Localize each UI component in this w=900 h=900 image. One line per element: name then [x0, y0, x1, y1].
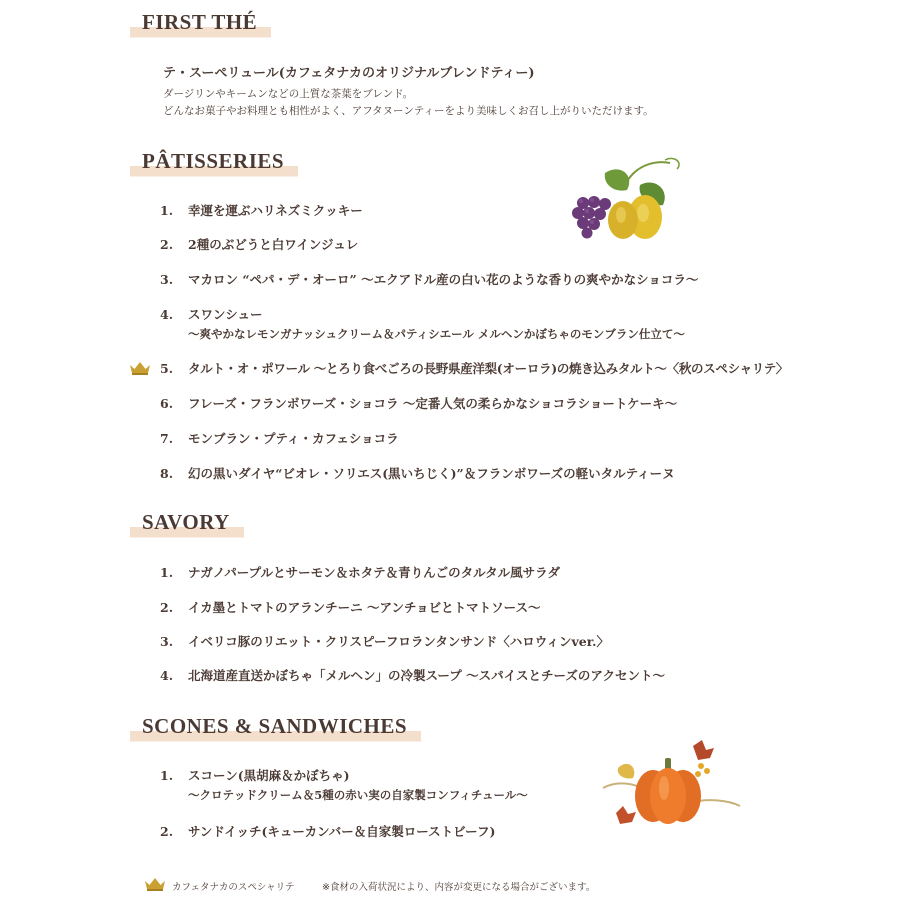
- item-number: 4.: [160, 668, 174, 683]
- scones-item-1: [160, 766, 350, 784]
- item-text: モンブラン・プティ・カフェショコラ: [188, 431, 399, 446]
- section-title-scones: SCONES & SANDWICHES: [130, 714, 421, 745]
- item-number: 4.: [160, 307, 174, 322]
- item-number: 2.: [160, 824, 174, 839]
- first-the-desc-1: ダージリンやキームンなどの上質な茶葉をブレンド。: [163, 88, 414, 100]
- savory-item-4: [160, 666, 665, 684]
- patisserie-item-8: [160, 464, 675, 482]
- patisserie-item-7: [160, 429, 399, 447]
- item-text: タルト・オ・ポワール ～とろり食べごろの長野県産洋梨(オーロラ)の焼き込みタルト～〈秋のスペシャリテ〉: [188, 361, 789, 376]
- item-number: 2.: [160, 600, 174, 615]
- item-number: 1.: [160, 768, 174, 783]
- item-text: スコーン(黒胡麻＆かぼちゃ): [188, 768, 350, 783]
- item-number: 2.: [160, 237, 174, 252]
- item-text: イベリコ豚のリエット・クリスピーフロランタンサンド〈ハロウィンver.〉: [188, 634, 610, 649]
- section-title-savory: SAVORY: [130, 510, 244, 541]
- savory-item-3: [160, 632, 609, 650]
- first-the-desc-2: どんなお菓子やお料理とも相性がよく、アフタヌーンティーをより美味しくお召し上がりいただけます。: [163, 105, 654, 117]
- patisserie-item-2: [160, 235, 358, 253]
- item-text: スワンシュー: [188, 307, 263, 322]
- item-number: 7.: [160, 431, 174, 446]
- patisserie-item-3: [160, 270, 698, 288]
- item-text: 2種のぶどうと白ワインジュレ: [188, 237, 359, 252]
- item-text: ナガノパープルとサーモン＆ホタテ＆青りんごのタルタル風サラダ: [188, 565, 561, 580]
- item-number: 1.: [160, 565, 174, 580]
- scones-item-1-sub: ～クロテッドクリーム＆5種の赤い実の自家製コンフィチュール～: [188, 788, 528, 802]
- patisserie-item-5: [160, 359, 788, 377]
- savory-item-2: [160, 598, 540, 616]
- footer-note: ※食材の入荷状況により、内容が変更になる場合がございます。: [322, 882, 596, 893]
- savory-item-1: [160, 563, 560, 581]
- item-text: 北海道産直送かぼちゃ「メルヘン」の冷製スープ ～スパイスとチーズのアクセント～: [188, 668, 665, 683]
- patisserie-item-4: [160, 305, 262, 323]
- item-text: サンドイッチ(キューカンバー＆自家製ローストビーフ): [188, 824, 496, 839]
- item-text: 幻の黒いダイヤ“ビオレ・ソリエス(黒いちじく)”＆フランボワーズの軽いタルティーヌ: [188, 466, 675, 481]
- item-number: 5.: [160, 361, 174, 376]
- patisserie-item-6: [160, 394, 677, 412]
- item-number: 8.: [160, 466, 174, 481]
- item-text: マカロン “ペパ・デ・オーロ” ～エクアドル産の白い花のような香りの爽やかなショコラ～: [188, 272, 699, 287]
- patisserie-item-4-sub: ～爽やかなレモンガナッシュクリーム＆パティシエール メルヘンかぼちゃのモンブラン仕立て～: [188, 327, 685, 341]
- footer-legend: カフェタナカのスペシャリテ: [172, 882, 295, 893]
- item-text: フレーズ・フランボワーズ・ショコラ ～定番人気の柔らかなショコラショートケーキ～: [188, 396, 678, 411]
- item-text: イカ墨とトマトのアランチーニ ～アンチョビとトマトソース～: [188, 600, 541, 615]
- item-number: 6.: [160, 396, 174, 411]
- first-the-name: テ・スーペリュール(カフェタナカのオリジナルブレンドティー): [163, 66, 535, 81]
- crown-icon: [144, 877, 166, 891]
- patisserie-item-1: [160, 201, 363, 219]
- crown-icon: [129, 361, 151, 375]
- section-title-first-the: FIRST THÉ: [130, 10, 271, 41]
- item-number: 1.: [160, 203, 174, 218]
- item-number: 3.: [160, 634, 174, 649]
- grapes-pears-illustration: [565, 155, 690, 245]
- section-title-patisseries: PÂTISSERIES: [130, 149, 298, 180]
- pumpkin-illustration: [598, 738, 743, 833]
- scones-item-2: [160, 822, 495, 840]
- item-number: 3.: [160, 272, 174, 287]
- item-text: 幸運を運ぶハリネズミクッキー: [188, 203, 363, 218]
